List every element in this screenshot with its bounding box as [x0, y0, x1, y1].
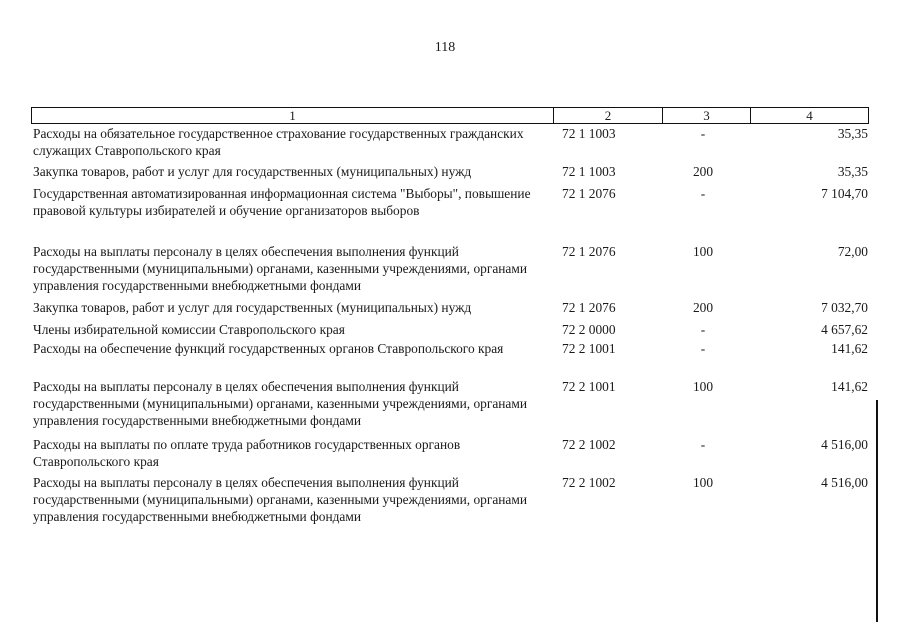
row-code: 72 1 1003: [562, 164, 616, 179]
row-name: Члены избирательной комиссии Ставропольского края: [33, 322, 345, 337]
table-row: [31, 436, 869, 474]
row-vr: 200: [692, 300, 714, 315]
row-name: Расходы на выплаты по оплате труда работников государственных органов Ставропольского края: [33, 437, 461, 469]
table-row: [31, 125, 869, 163]
header-col-4: 4: [806, 108, 813, 123]
header-col-3: 3: [663, 108, 751, 123]
row-code: 72 2 1002: [562, 475, 616, 490]
row-code: 72 2 0000: [562, 322, 616, 337]
row-code: 72 1 1003: [562, 126, 616, 141]
row-sum: 35,35: [837, 164, 868, 179]
scan-edge-line: [876, 400, 878, 622]
row-code: 72 1 2076: [562, 244, 616, 259]
row-name: Расходы на обеспечение функций государственных органов Ставропольского края: [33, 341, 504, 356]
row-sum: 141,62: [831, 341, 868, 356]
table-row: [31, 243, 869, 299]
page-number: 118: [434, 40, 456, 55]
header-col-2: 2: [554, 108, 663, 123]
table-body: [31, 125, 869, 530]
table-row: [31, 321, 869, 340]
row-sum: 141,62: [831, 379, 868, 394]
table-row: [31, 378, 869, 436]
row-vr: -: [700, 341, 706, 356]
row-vr: -: [700, 437, 706, 452]
row-vr: -: [700, 186, 706, 201]
table-row: [31, 185, 869, 243]
row-code: 72 1 2076: [562, 186, 616, 201]
row-name: Государственная автоматизированная информационная система "Выборы", повышение правовой культуры избирателей и обучение организаторов выборов: [33, 186, 531, 218]
row-vr: 100: [692, 379, 714, 394]
row-sum: 35,35: [837, 126, 868, 141]
header-col-1: 1: [32, 108, 554, 123]
row-sum: 7 032,70: [821, 300, 868, 315]
row-vr: -: [700, 126, 706, 141]
table-row: [31, 163, 869, 185]
row-name: Закупка товаров, работ и услуг для государственных (муниципальных) нужд: [33, 164, 472, 179]
row-vr: -: [700, 322, 706, 337]
table-row: [31, 474, 869, 530]
row-sum: 7 104,70: [821, 186, 868, 201]
row-code: 72 1 2076: [562, 300, 616, 315]
table-row: [31, 299, 869, 321]
row-name: Расходы на обязательное государственное страхование государственных гражданских служащих Ставропольского края: [33, 126, 524, 158]
row-vr: 100: [692, 475, 714, 490]
row-vr: 100: [692, 244, 714, 259]
row-code: 72 2 1002: [562, 437, 616, 452]
table-row: [31, 340, 869, 378]
row-name: Расходы на выплаты персоналу в целях обеспечения выполнения функций государственными (муниципальными) органами, казенными учреждениями, органами управления государственными внебюджетными фондами: [33, 379, 528, 428]
row-vr: 200: [692, 164, 714, 179]
row-sum: 4 657,62: [821, 322, 868, 337]
row-sum: 72,00: [837, 244, 868, 259]
row-name: Расходы на выплаты персоналу в целях обеспечения выполнения функций государственными (муниципальными) органами, казенными учреждениями, органами управления государственными внебюджетными фондами: [33, 475, 528, 524]
row-sum: 4 516,00: [821, 475, 868, 490]
row-sum: 4 516,00: [821, 437, 868, 452]
row-code: 72 2 1001: [562, 379, 616, 394]
table-header: [31, 107, 869, 124]
row-name: Расходы на выплаты персоналу в целях обеспечения выполнения функций государственными (муниципальными) органами, казенными учреждениями, органами управления государственными внебюджетными фондами: [33, 244, 528, 293]
row-name: Закупка товаров, работ и услуг для государственных (муниципальных) нужд: [33, 300, 472, 315]
row-code: 72 2 1001: [562, 341, 616, 356]
